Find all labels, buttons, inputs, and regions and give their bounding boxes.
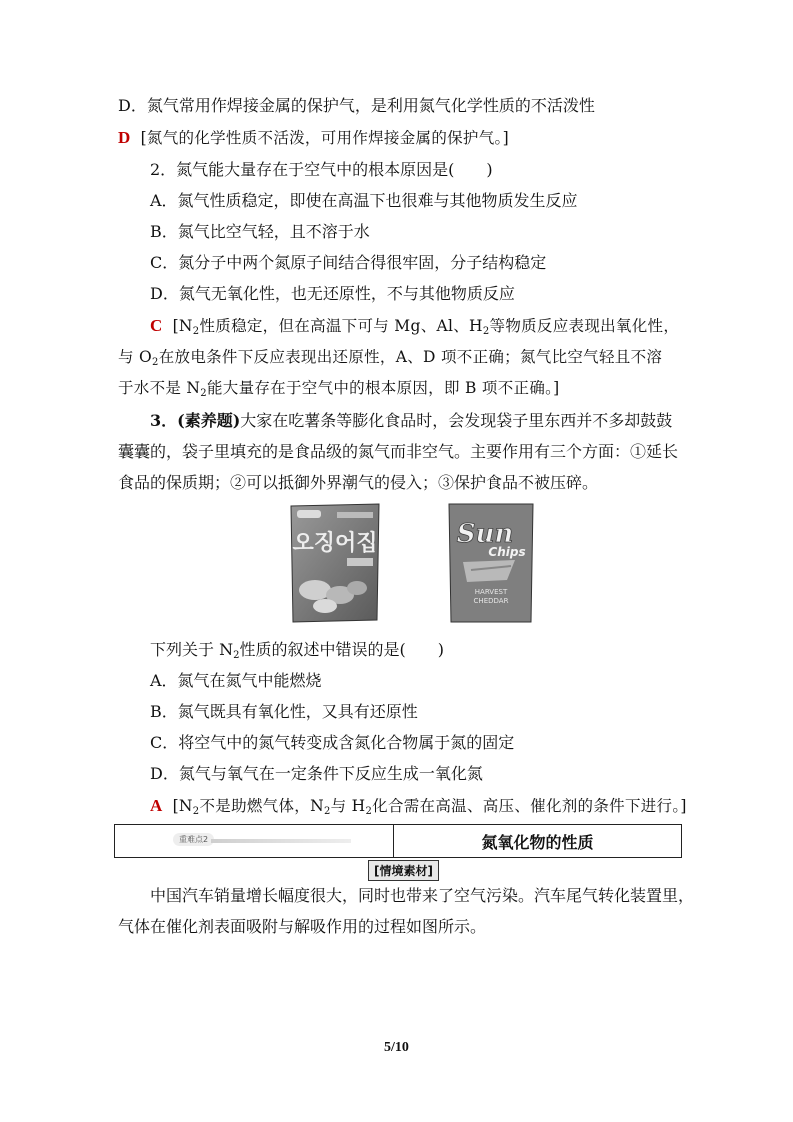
- snack-bags-figure: [285, 500, 545, 630]
- snack-bag-right-flavor2: CHEDDAR: [473, 597, 509, 605]
- q3-stem-line-3: 食品的保质期；②可以抵御外界潮气的侵入；③保护食品不被压碎。: [118, 473, 599, 492]
- q2-ans-seg: 在放电条件下反应表现出还原性，A、D 项不正确；氮气比空气轻且不溶: [158, 348, 663, 366]
- snack-bag-right-image: [445, 500, 537, 626]
- q1-answer: [118, 128, 680, 148]
- section-tag: 重难点2: [173, 833, 214, 846]
- q3-ans-seg: [N: [172, 797, 193, 815]
- situation-label: [情境素材]: [368, 860, 439, 881]
- q3-option-b: B．氮气既具有氧化性，又具有还原性: [150, 702, 418, 721]
- q2-ans-seg: 性质稳定，但在高温下可与 Mg、Al、H: [199, 317, 483, 335]
- q2-answer-letter: C: [150, 316, 163, 335]
- q2-option-d: D．氮气无氧化性，也无还原性，不与其他物质反应: [150, 284, 515, 303]
- q3-question-sub: 2: [233, 650, 240, 661]
- q3-question: [150, 640, 712, 666]
- q2-option-c: C．氮分子中两个氮原子间结合得很牢固，分子结构稳定: [150, 253, 547, 272]
- page-number: 5/10: [384, 1040, 409, 1055]
- q2-answer-line-3: [118, 378, 680, 404]
- snack-bag-left-image: [285, 500, 385, 626]
- section-tag-cell: [115, 825, 394, 857]
- snack-bag-right-flavor1: HARVEST: [474, 588, 508, 596]
- q2-ans-seg: 于水不是 N: [118, 379, 201, 397]
- q2-answer-line-1: [150, 316, 712, 342]
- q2-answer-line-2: [118, 347, 680, 373]
- q2-ans-sub: 2: [152, 357, 159, 368]
- q3-stem-line-2: 囊囊的，袋子里填充的是食品级的氮气而非空气。主要作用有三个方面：①延长: [118, 442, 679, 461]
- section-text-line-2: 气体在催化剂表面吸附与解吸作用的过程如图所示。: [118, 917, 487, 936]
- q1-answer-letter: D: [118, 128, 131, 147]
- q3-stem-rest: 大家在吃薯条等膨化食品时，会发现袋子里东西并不多却鼓鼓: [240, 411, 673, 430]
- q3-question-seg: 性质的叙述中错误的是( ): [239, 640, 444, 659]
- q1-option-d: D．氮气常用作焊接金属的保护气，是利用氮气化学性质的不活泼性: [118, 96, 595, 115]
- q3-ans-seg: 与 H: [330, 797, 366, 815]
- q2-option-b: B．氮气比空气轻，且不溶于水: [150, 222, 370, 241]
- snack-bag-left-label: 오징어집: [292, 531, 378, 556]
- snack-bag-right-brand: Sun: [456, 519, 514, 549]
- q3-ans-seg: 不是助燃气体，N: [199, 797, 324, 815]
- section-title: 氮氧化物的性质: [481, 832, 594, 852]
- section-header-table: [114, 824, 682, 858]
- q2-ans-sub: 2: [200, 388, 207, 399]
- q2-ans-sub: 2: [482, 326, 490, 337]
- q2-ans-seg: 能大量存在于空气中的根本原因，即 B 项不正确。]: [206, 379, 560, 397]
- q2-ans-seg: 等物质反应表现出氧化性，: [489, 317, 680, 335]
- q2-ans-sub: 2: [192, 326, 200, 337]
- snack-bag-right-sub: Chips: [488, 545, 526, 559]
- q3-ans-sub: 2: [323, 806, 331, 817]
- section-tag-bar: [211, 839, 351, 843]
- q2-ans-seg: 与 O: [118, 348, 153, 366]
- q3-ans-sub: 2: [365, 806, 373, 817]
- q2-ans-seg: [N: [172, 317, 193, 335]
- q3-answer: [150, 796, 712, 822]
- q2-stem: 2．氮气能大量存在于空气中的根本原因是( ): [150, 160, 493, 179]
- q3-label: 3．(素养题): [150, 411, 241, 430]
- q3-option-c: C．将空气中的氮气转变成含氮化合物属于氮的固定: [150, 733, 515, 752]
- q1-answer-text: [氮气的化学性质不活泼，可用作焊接金属的保护气。]: [140, 129, 509, 147]
- q2-option-a: A．氮气性质稳定，即使在高温下也很难与其他物质发生反应: [150, 191, 578, 210]
- q3-answer-letter: A: [150, 796, 163, 815]
- q3-option-d: D．氮气与氧气在一定条件下反应生成一氧化氮: [150, 764, 483, 783]
- q3-stem-line-1: [150, 411, 712, 431]
- q3-question-seg: 下列关于 N: [150, 640, 234, 659]
- section-text-line-1: 中国汽车销量增长幅度很大，同时也带来了空气污染。汽车尾气转化装置里，: [150, 886, 695, 905]
- q3-ans-seg: 化合需在高温、高压、催化剂的条件下进行。]: [372, 797, 687, 815]
- q3-ans-sub: 2: [192, 806, 200, 817]
- q3-option-a: A．氮气在氮气中能燃烧: [150, 671, 322, 690]
